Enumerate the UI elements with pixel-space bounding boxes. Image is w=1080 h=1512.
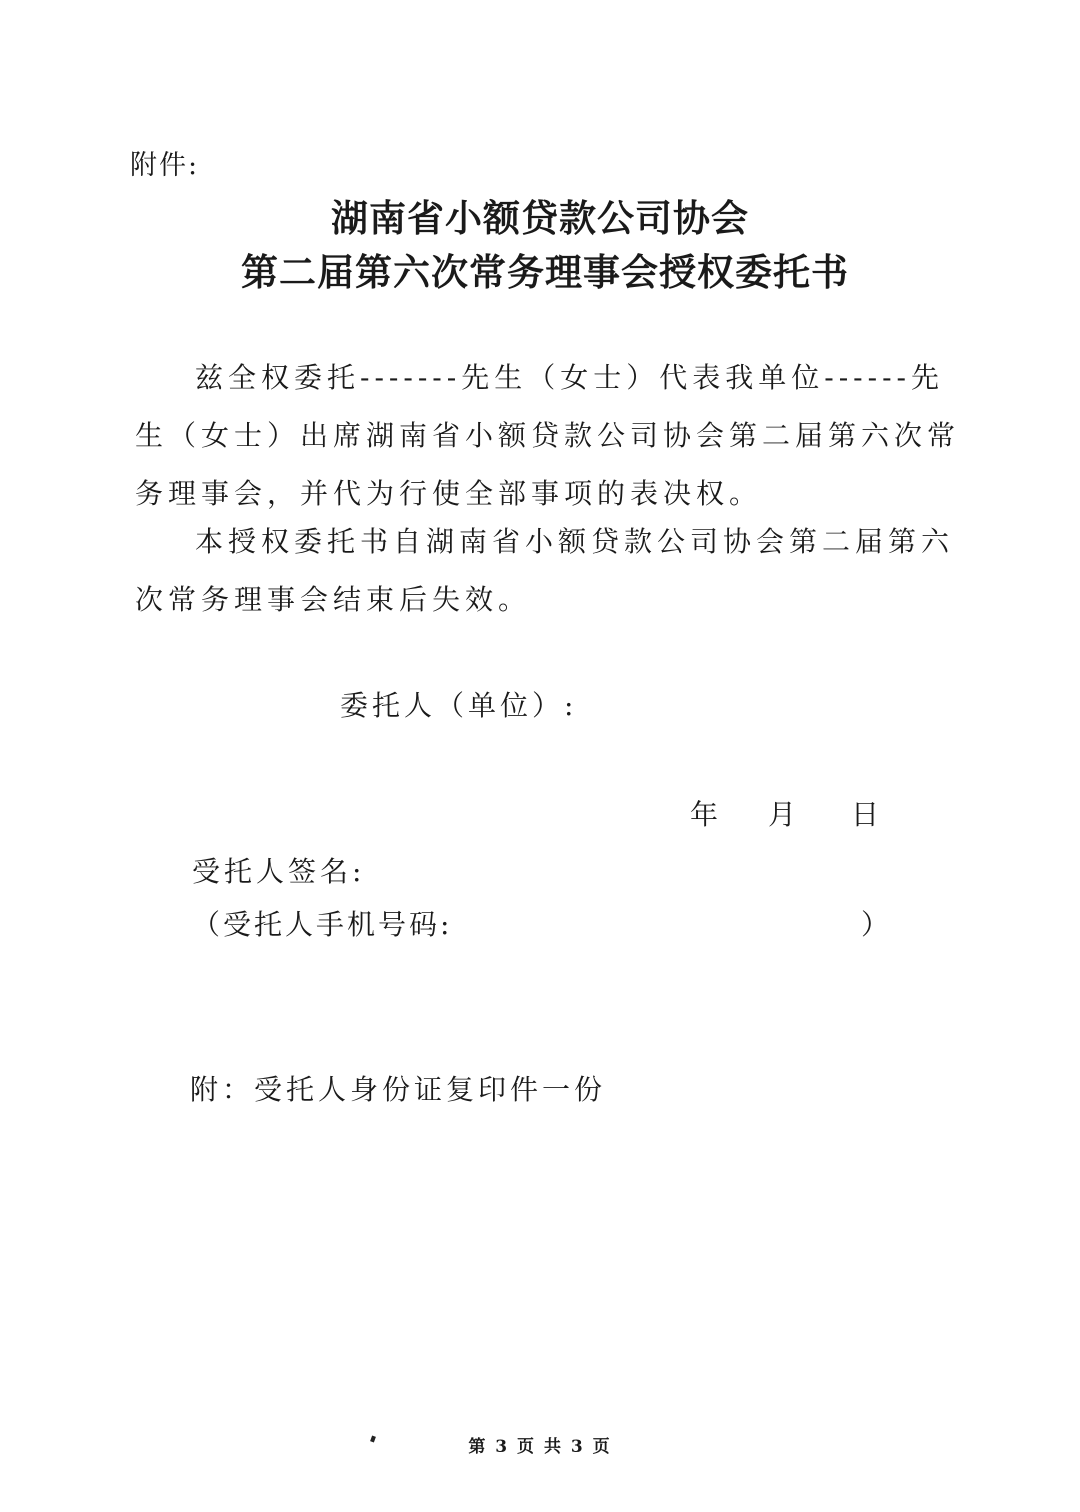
date-day-label: 日: [851, 798, 880, 831]
paragraph-2-text: 本授权委托书自湖南省小额贷款公司协会第二届第六次常务理事会结束后失效。: [135, 525, 955, 616]
attachment-note: 附：受托人身份证复印件一份: [190, 1073, 607, 1106]
date-month-label: 月: [768, 798, 797, 831]
phone-close-paren: ）: [860, 908, 892, 941]
paragraph-1-text: 兹全权委托-------先生（女士）代表我单位------先生（女士）出席湖南省小额贷款公司协会第二届第六次常务理事会，并代为行使全部事项的表决权。: [135, 361, 961, 510]
phone-label: （受托人手机号码:: [192, 908, 453, 941]
document-title-line2: 第二届第六次常务理事会授权委托书: [241, 250, 849, 294]
page-footer: 第 3 页 共 3 页: [468, 1437, 612, 1457]
body-paragraph-validity: [135, 513, 965, 629]
date-line: [690, 793, 879, 833]
signature-label: 受托人签名:: [192, 855, 366, 888]
attachment-label: 附件:: [130, 150, 200, 181]
body-paragraph-authorization: [135, 349, 965, 523]
consignor-label: 委托人（单位）:: [340, 689, 578, 722]
document-title-line1: 湖南省小额贷款公司协会: [331, 196, 749, 240]
date-year-label: 年: [690, 798, 719, 831]
phone-line: [192, 903, 892, 943]
